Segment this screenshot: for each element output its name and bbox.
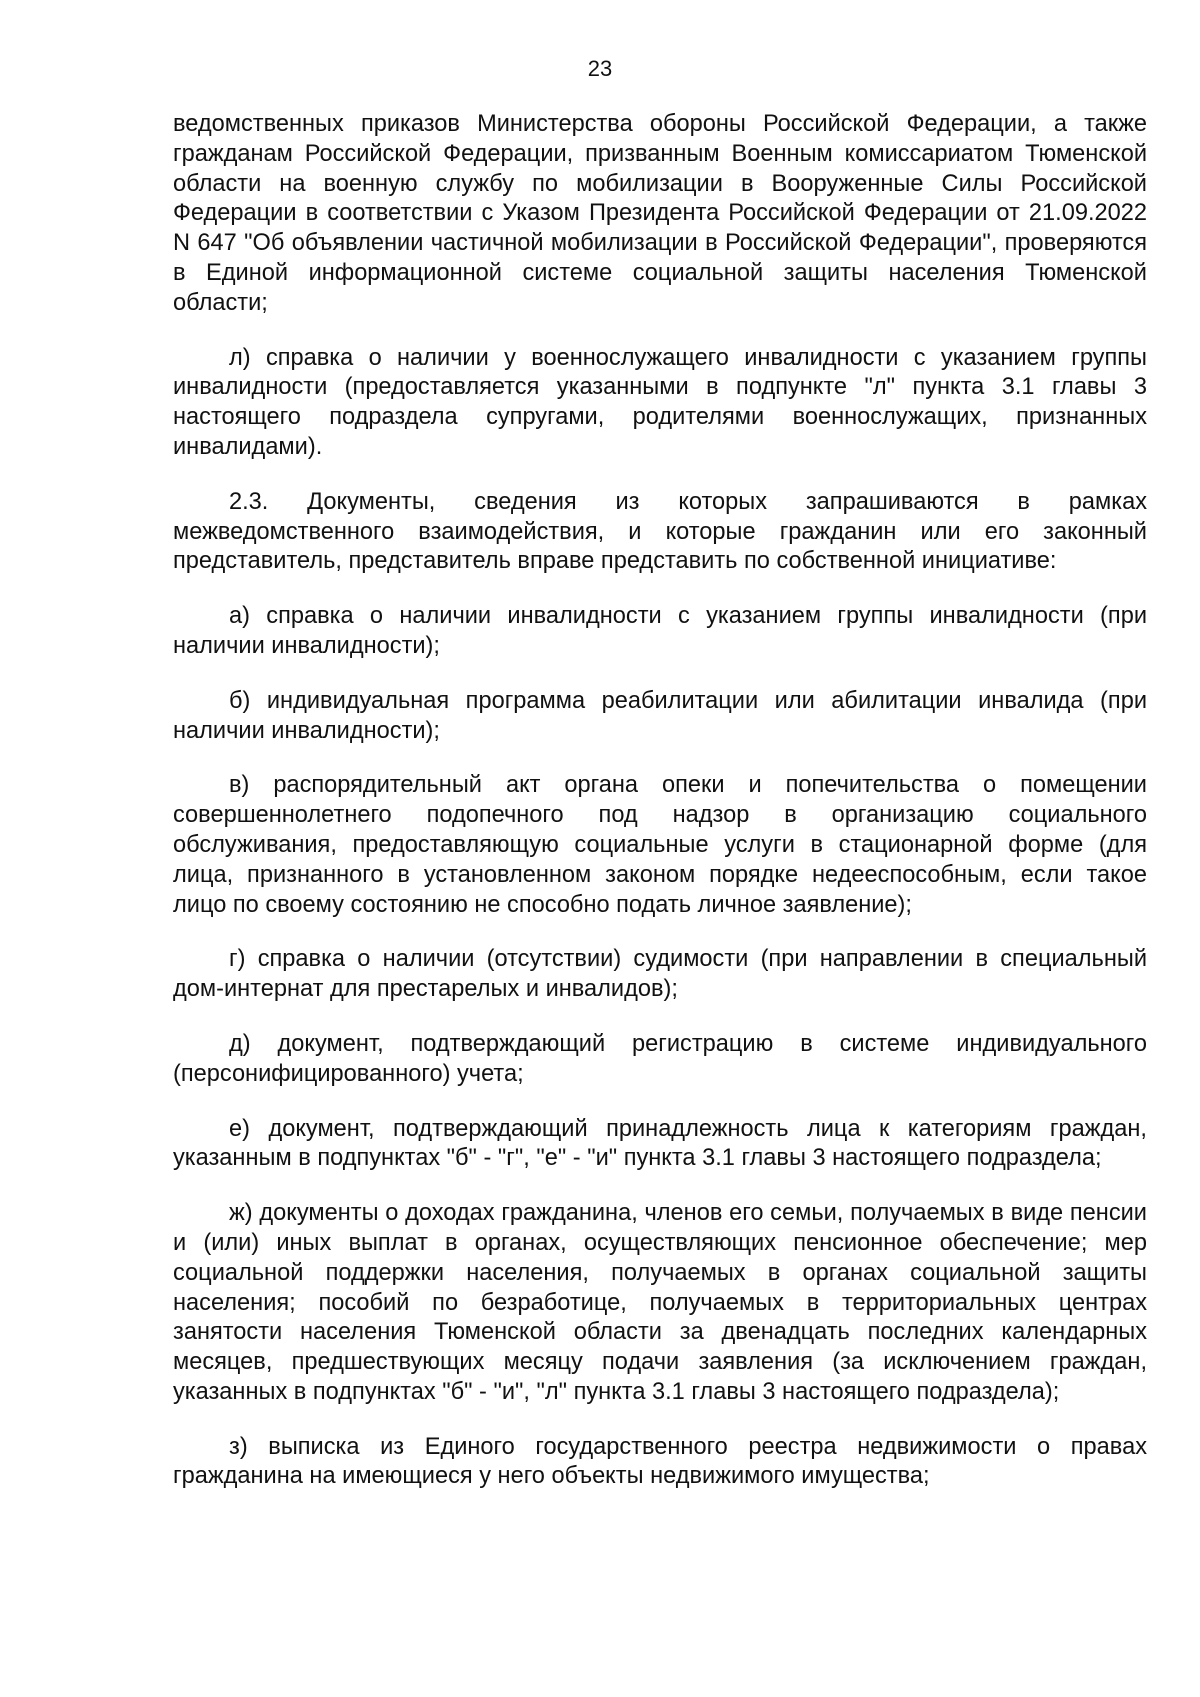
- paragraph-item-l: л) справка о наличии у военнослужащего инвалидности с указанием группы инвалидности (предоставляется указанными в подпункте "л" пункта 3.1 главы 3 настоящего подраздела супругами, родителями военнослужащих, признанных инвалидами).: [173, 344, 1147, 460]
- paragraph-item-b: б) индивидуальная программа реабилитации или абилитации инвалида (при наличии инвалидности);: [173, 687, 1147, 744]
- paragraph: ведомственных приказов Министерства обороны Российской Федерации, а также гражданам Российской Федерации, призванным Военным комиссариатом Тюменской области на военную службу по мобилизации в Вооруженные Силы Российской Федерации в соответствии с Указом Президента Российской Федерации от 21.09.2022 N 647 "Об объявлении частичной мобилизации в Российской Федерации", проверяются в Единой информационной системе социальной защиты населения Тюменской области;: [173, 111, 1147, 316]
- paragraph-item-v: в) распорядительный акт органа опеки и попечительства о помещении совершеннолетнего подопечного под надзор в организацию социального обслуживания, предоставляющую социальные услуги в стационарной форме (для лица, признанного в установленном законом порядке недееспособным, если такое лицо по своему состоянию не способно подать личное заявление);: [173, 772, 1147, 918]
- paragraph-section-2-3: 2.3. Документы, сведения из которых запрашиваются в рамках межведомственного взаимодействия, и которые гражданин или его законный представитель, представитель вправе представить по собственной инициативе:: [173, 488, 1147, 575]
- page-number: 23: [587, 56, 613, 81]
- paragraph-item-a: а) справка о наличии инвалидности с указанием группы инвалидности (при наличии инвалидности);: [173, 603, 1147, 659]
- paragraph-item-z: з) выписка из Единого государственного реестра недвижимости о правах гражданина на имеющиеся у него объекты недвижимого имущества;: [173, 1433, 1147, 1490]
- paragraph-item-zh: ж) документы о доходах гражданина, членов его семьи, получаемых в виде пенсии и (или) иных выплат в органах, осуществляющих пенсионное обеспечение; мер социальной поддержки населения, получаемых в органах социальной защиты населения; пособий по безработице, получаемых в территориальных центрах занятости населения Тюменской области за двенадцать последних календарных месяцев, предшествующих месяцу подачи заявления (за исключением граждан, указанных в подпунктах "б" - "и", "л" пункта 3.1 главы 3 настоящего подраздела);: [173, 1200, 1147, 1405]
- paragraph-item-g: г) справка о наличии (отсутствии) судимости (при направлении в специальный дом-интернат для престарелых и инвалидов);: [173, 946, 1147, 1003]
- document-body: [173, 110, 1147, 1517]
- paragraph-item-d: д) документ, подтверждающий регистрацию в системе индивидуального (персонифицированного) учета;: [173, 1030, 1147, 1087]
- paragraph-item-e: е) документ, подтверждающий принадлежность лица к категориям граждан, указанным в подпунктах "б" - "г", "е" - "и" пункта 3.1 главы 3 настоящего подраздела;: [173, 1115, 1147, 1172]
